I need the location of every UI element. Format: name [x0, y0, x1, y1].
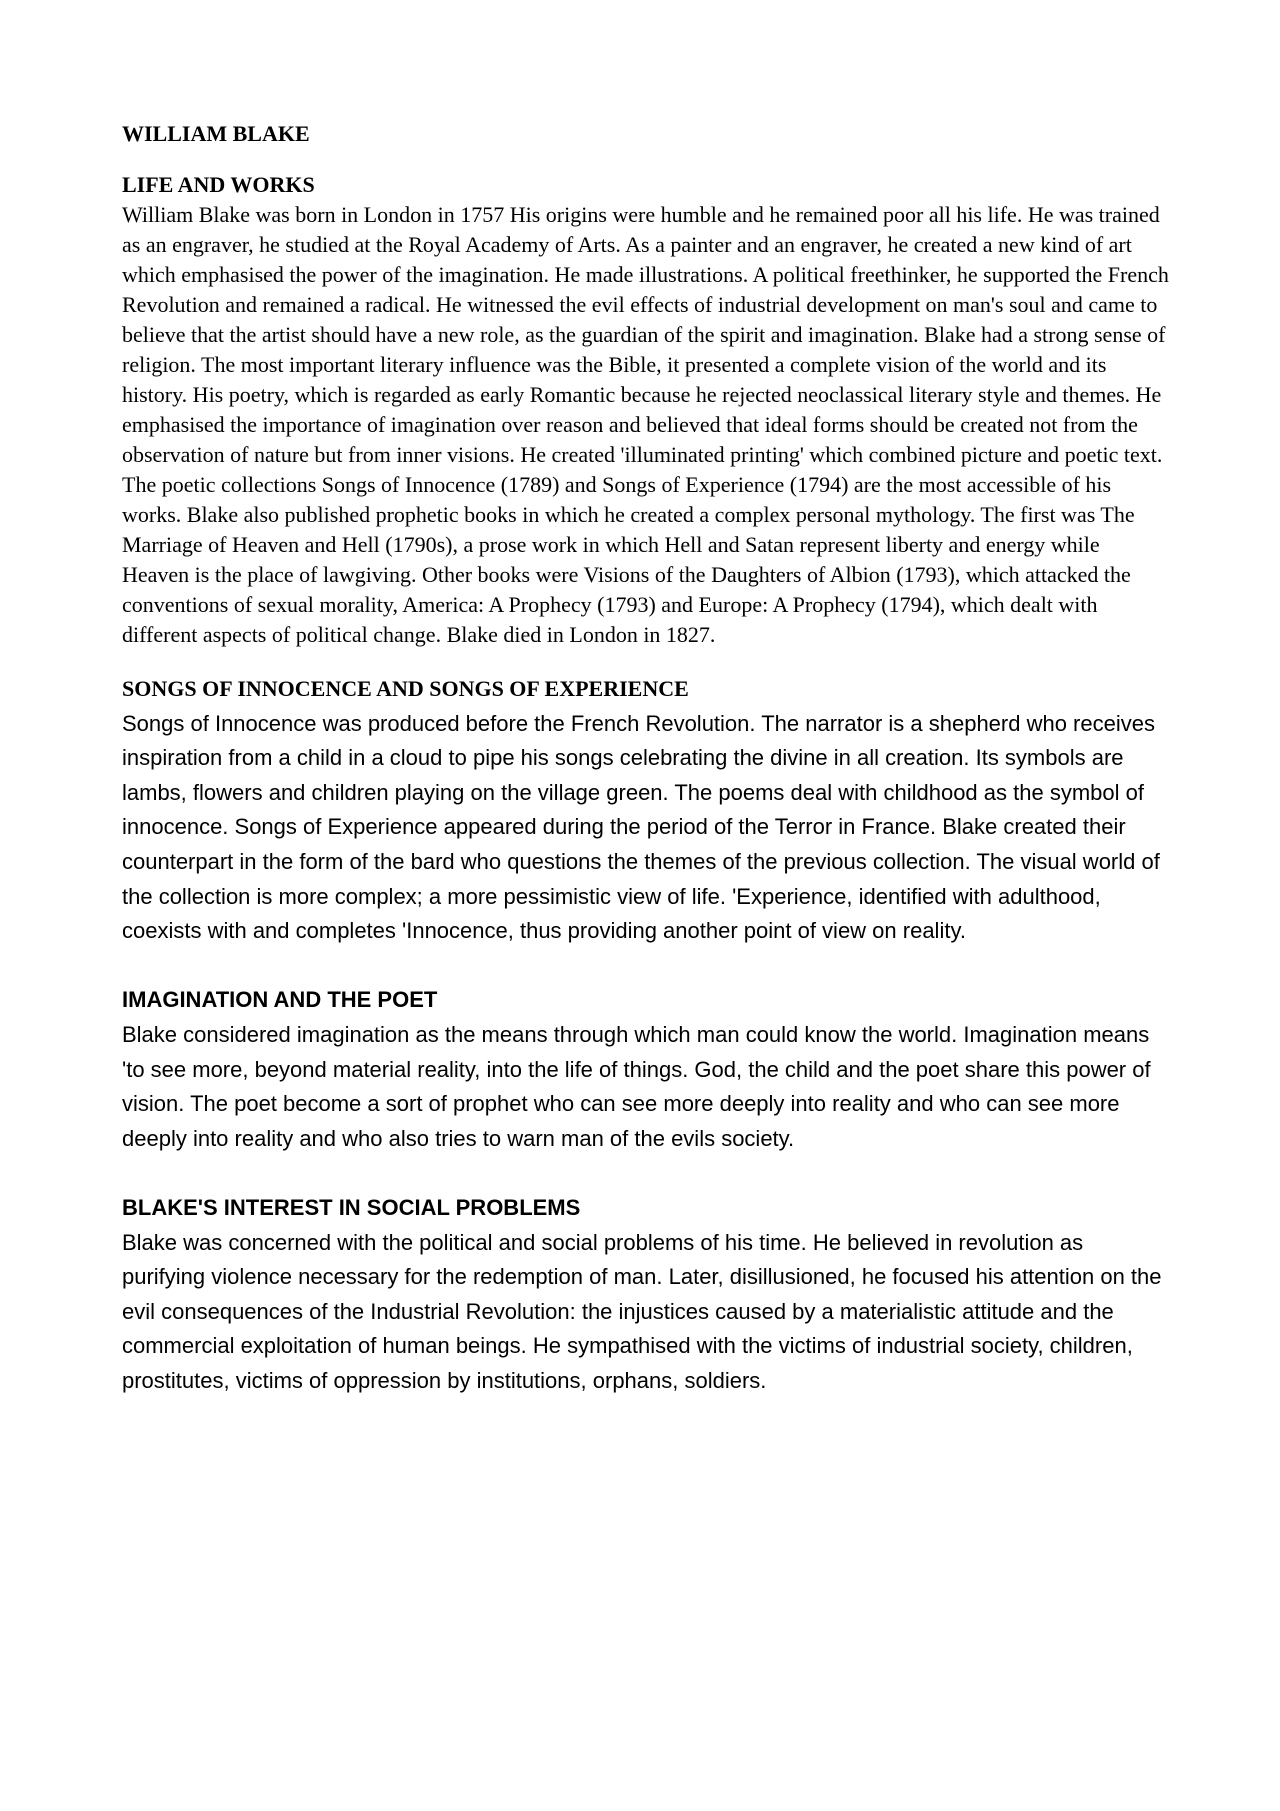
section-heading: IMAGINATION AND THE POET [122, 987, 438, 1013]
section-imagination-and-the-poet [122, 983, 1172, 1156]
section-heading: LIFE AND WORKS [122, 172, 315, 197]
document-page [122, 120, 1172, 1433]
section-songs-of-innocence-and-experience [122, 672, 1172, 949]
section-heading: BLAKE'S INTEREST IN SOCIAL PROBLEMS [122, 1194, 581, 1220]
section-body: Songs of Innocence was produced before the French Revolution. The narrator is a shepherd who receives inspiration from a child in a cloud to pipe his songs celebrating the divine in all creation. Its symbols are lambs, flowers and children playing on the village green. The poems deal with childhood as the symbol of innocence. Songs of Experience appeared during the period of the Terror in France. Blake created their counterpart in the form of the bard who questions the themes of the previous collection. The visual world of the collection is more complex; a more pessimistic view of life. 'Experience, identified with adulthood, coexists with and completes 'Innocence, thus providing another point of view on reality. [122, 710, 1160, 944]
section-social-problems [122, 1191, 1172, 1399]
section-life-and-works [122, 170, 1172, 650]
section-body: Blake was concerned with the political and social problems of his time. He believed in revolution as purifying violence necessary for the redemption of man. Later, disillusioned, he focused his attention on the evil consequences of the Industrial Revolution: the injustices caused by a materialistic attitude and the commercial exploitation of human beings. He sympathised with the victims of industrial society, children, prostitutes, victims of oppression by institutions, orphans, soldiers. [122, 1229, 1162, 1393]
section-body: William Blake was born in London in 1757 His origins were humble and he remained poor all his life. He was trained as an engraver, he studied at the Royal Academy of Arts. As a painter and an engraver, he created a new kind of art which emphasised the power of the imagination. He made illustrations. A political freethinker, he supported the French Revolution and remained a radical. He witnessed the evil effects of industrial development on man's soul and came to believe that the artist should have a new role, as the guardian of the spirit and imagination. Blake had a strong sense of religion. The most important literary influence was the Bible, it presented a complete vision of the world and its history. His poetry, which is regarded as early Romantic because he rejected neoclassical literary style and themes. He emphasised the importance of imagination over reason and believed that ideal forms should be created not from the observation of nature but from inner visions. He created 'illuminated printing' which combined picture and poetic text. The poetic collections Songs of Innocence (1789) and Songs of Experience (1794) are the most accessible of his works. Blake also published prophetic books in which he created a complex personal mythology. The first was The Marriage of Heaven and Hell (1790s), a prose work in which Hell and Satan represent liberty and energy while Heaven is the place of lawgiving. Other books were Visions of the Daughters of Albion (1793), which attacked the conventions of sexual morality, America: A Prophecy (1793) and Europe: A Prophecy (1794), which dealt with different aspects of political change. Blake died in London in 1827. [122, 202, 1169, 647]
section-heading: SONGS OF INNOCENCE AND SONGS OF EXPERIENCE [122, 676, 689, 701]
section-body: Blake considered imagination as the means through which man could know the world. Imagination means 'to see more, beyond material reality, into the life of things. God, the child and the poet share this power of vision. The poet become a sort of prophet who can see more deeply into reality and who can see more deeply into reality and who also tries to warn man of the evils society. [122, 1021, 1151, 1151]
document-title: WILLIAM BLAKE [122, 121, 310, 146]
